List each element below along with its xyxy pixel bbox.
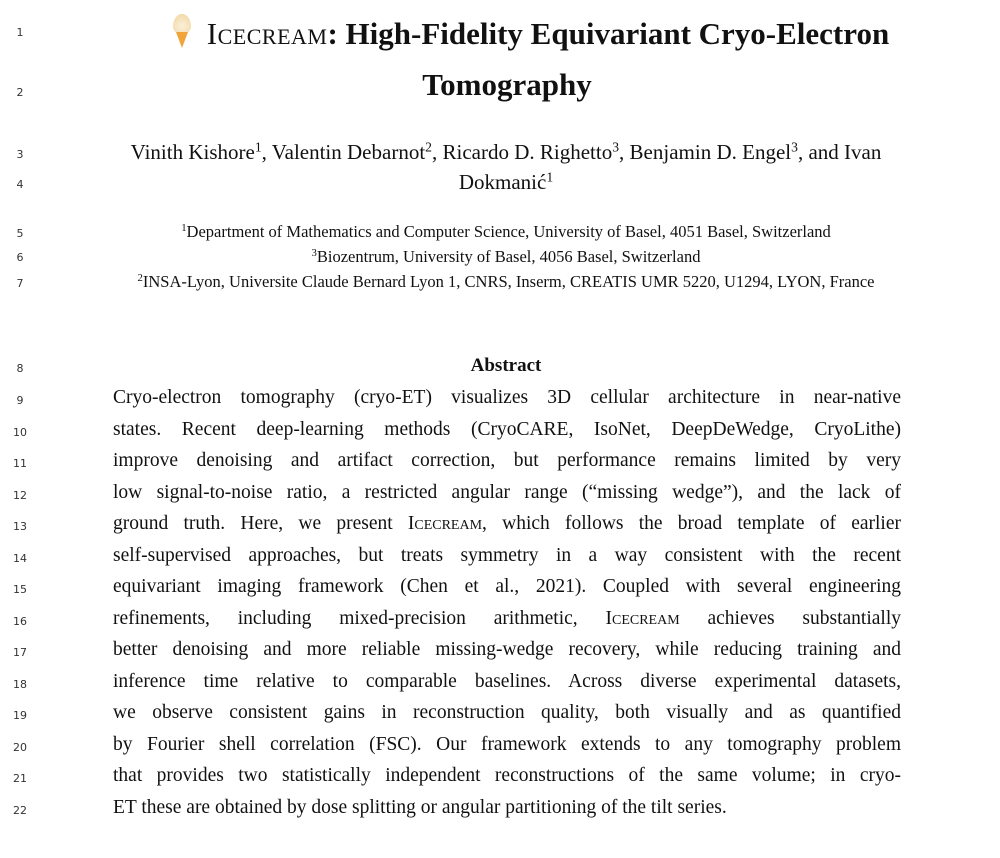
line-number: 9	[16, 394, 24, 407]
abstract-heading: Abstract	[470, 355, 542, 376]
line-number: 13	[13, 520, 27, 533]
abstract-line: Cryo-electron tomography (cryo-ET) visualizes 3D cellular architecture in near-native	[113, 387, 901, 408]
affiliation: $^1$Department of Mathematics and Computer Science, University of Basel, 4051 Basel, Switzerland	[181, 222, 831, 241]
title-text: High-Fidelity Equivariant Cryo-Electron	[337, 16, 890, 51]
author: Benjamin D. Engel$^3$, and Ivan	[629, 139, 882, 164]
abstract-line: improve denoising and artifact correction, but performance remains limited by very	[113, 450, 901, 471]
abstract-line: inference time relative to comparable baselines. Across diverse experimental datasets,	[113, 671, 901, 692]
method-name: Icecream	[206, 16, 328, 51]
affiliation: $^2$INSA-Lyon, Universite Claude Bernard Lyon 1, CNRS, Inserm, CREATIS UMR 5220, U1294, LYON, France	[137, 272, 875, 291]
line-number: 10	[13, 426, 27, 439]
line-number: 12	[13, 489, 27, 502]
author-list-line-2	[6, 170, 1000, 195]
abstract-line: equivariant imaging framework (Chen et al., 2021). Coupled with several engineering	[113, 576, 901, 597]
line-number: 22	[13, 804, 27, 817]
abstract-line: ET these are obtained by dose splitting or angular partitioning of the tilt series.	[113, 797, 727, 818]
author-list	[6, 140, 1000, 165]
line-number: 3	[16, 148, 24, 161]
paper-title-line-2: Tomography	[422, 67, 592, 102]
author: Ricardo D. Righetto$^3$,	[442, 139, 630, 164]
line-number: 11	[13, 457, 27, 470]
abstract-line: low signal-to-noise ratio, a restricted angular range (“missing wedge”), and the lack of	[113, 482, 901, 503]
line-number: 19	[13, 709, 27, 722]
author: Valentin Debarnot$^2$,	[271, 139, 443, 164]
affiliation: $^3$Biozentrum, University of Basel, 4056 Basel, Switzerland	[311, 247, 701, 266]
line-number: 5	[16, 227, 24, 240]
abstract-line: we observe consistent gains in reconstruction quality, both visually and as quantified	[113, 702, 901, 723]
line-number: 18	[13, 678, 27, 691]
abstract-line: states. Recent deep-learning methods (CryoCARE, IsoNet, DeepDeWedge, CryoLithe)	[113, 419, 901, 440]
abstract-line: by Fourier shell correlation (FSC). Our framework extends to any tomography problem	[113, 734, 901, 755]
line-number: 6	[16, 251, 24, 264]
author: Dokmanić$^1$	[458, 169, 554, 194]
ice-cream-icon	[171, 14, 193, 48]
line-number: 17	[13, 646, 27, 659]
abstract-line: ground truth. Here, we present Icecream, which follows the broad template of earlier	[113, 513, 901, 534]
line-number: 20	[13, 741, 27, 754]
author: Vinith Kishore$^1$,	[130, 139, 272, 164]
abstract-line: self-supervised approaches, but treats symmetry in a way consistent with the recent	[113, 545, 901, 566]
line-number: 15	[13, 583, 27, 596]
abstract-line: that provides two statistically independent reconstructions of the same volume; in cryo-	[113, 765, 901, 786]
line-number: 8	[16, 362, 24, 375]
line-number: 1	[16, 26, 24, 39]
line-number: 16	[13, 615, 27, 628]
abstract-line: refinements, including mixed-precision arithmetic, Icecream achieves substantially	[113, 608, 901, 629]
line-number: 14	[13, 552, 27, 565]
line-number: 21	[13, 772, 27, 785]
line-number: 4	[16, 178, 24, 191]
paper-title-line-1: Icecream: High-Fidelity Equivariant Cryo-Electron	[30, 14, 1000, 52]
method-name: Icecream	[407, 513, 483, 534]
abstract-line: better denoising and more reliable missing-wedge recovery, while reducing training and	[113, 639, 901, 660]
line-number: 7	[16, 277, 24, 290]
line-number: 2	[16, 86, 24, 99]
method-name: Icecream	[605, 608, 680, 629]
